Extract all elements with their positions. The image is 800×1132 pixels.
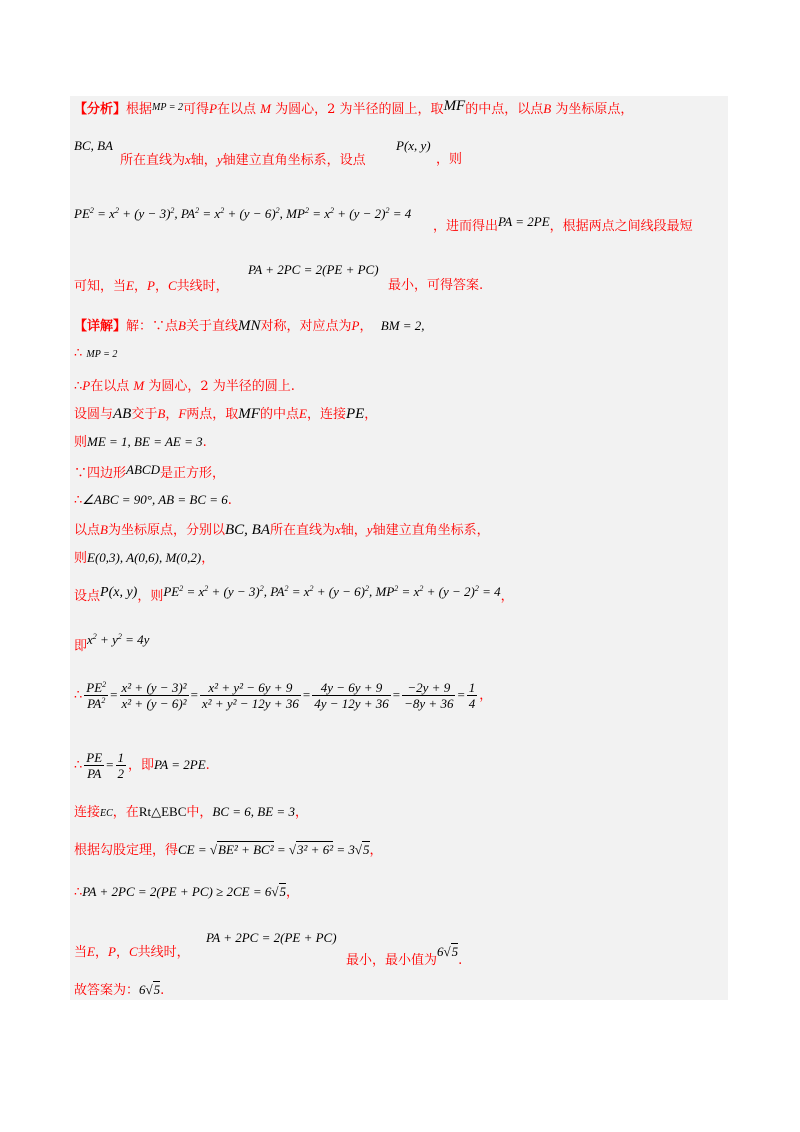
text: 的中点 (259, 407, 299, 422)
math: MP = 2 (152, 102, 184, 113)
text: ∴ (74, 758, 83, 773)
detail-line-12 (74, 680, 492, 711)
detail-line-13 (74, 750, 210, 781)
math: E (298, 406, 307, 421)
fraction: $\frac{4y - 6y + 9}{4y - 12y + 36}$ (314, 680, 389, 711)
text: . (202, 435, 207, 450)
text: . (227, 493, 232, 508)
math: y (216, 152, 223, 167)
math: P (107, 944, 116, 959)
text: ， (154, 279, 168, 294)
text: 为坐标原点， (555, 102, 634, 117)
detail-line-18 (74, 982, 164, 999)
text: 为圆心，2 为半径的圆上. (148, 379, 295, 394)
math: PE (345, 406, 365, 422)
math: y (366, 522, 373, 537)
text: 解：∵点 (126, 319, 179, 334)
text: 为圆心，2 为半径的圆上，取 (275, 102, 444, 117)
text: ∴ (74, 885, 83, 900)
detail-line-15 (74, 842, 383, 859)
math: P (209, 101, 218, 116)
math: B (100, 522, 108, 537)
math: ME = 1, BE = AE = 3 (87, 434, 203, 449)
text: ， (201, 551, 215, 566)
text: ， (115, 945, 129, 960)
text: 以点 (74, 523, 101, 538)
analysis-tag: 【分析】 (74, 102, 127, 117)
detail-line-7 (74, 492, 232, 509)
text: ∴ (74, 688, 83, 703)
final-answer: 6√5 (139, 982, 161, 997)
math: BM = 2, (380, 318, 425, 333)
analysis-line-4 (74, 278, 229, 295)
text: ∴ (74, 379, 83, 394)
eq: = (110, 687, 118, 702)
text: 最小，可得答案. (388, 278, 484, 293)
math: PA = 2PE (498, 214, 550, 229)
math: PA + 2PC = 2(PE + PC) (206, 930, 337, 945)
text: 轴， (190, 153, 217, 168)
math: B (543, 101, 552, 116)
detail-line-5 (74, 434, 207, 451)
text: ， (364, 407, 378, 422)
text: 设圆与 (74, 407, 114, 422)
text: ，即 (128, 758, 155, 773)
math: MP = 2 (86, 349, 118, 360)
text: 则 (74, 435, 88, 450)
math: x (185, 152, 191, 167)
detail-line-16 (74, 884, 299, 901)
detail-line-17c (346, 944, 462, 969)
eq: = (457, 687, 465, 702)
detail-line-17-eq (206, 930, 337, 947)
math: B (178, 318, 186, 333)
detail-line-3 (74, 378, 295, 395)
text: ， (286, 885, 300, 900)
math: P (82, 378, 91, 393)
text: ，根据两点之间线段最短 (549, 219, 693, 234)
text: 在以点 (217, 102, 257, 117)
math: P(x, y) (396, 138, 431, 153)
math: P (146, 278, 155, 293)
text: 即 (74, 639, 88, 654)
fraction: $\frac{PE^2}{PA^2}$ (86, 680, 107, 711)
math: E(0,3), A(0,6), M(0,2) (87, 550, 202, 565)
text: 关于直线 (185, 319, 238, 334)
detail-line-10 (74, 584, 514, 605)
detail-tag: 【详解】 (74, 319, 127, 334)
math: AB (113, 406, 132, 422)
text: 的中点，以点 (465, 102, 544, 117)
math: BC, BA (224, 522, 270, 538)
text: ，则 (137, 589, 164, 604)
text: ∴ (74, 346, 83, 361)
math: ∠ABC = 90°, AB = BC = 6 (82, 492, 228, 507)
math: ABCD (126, 462, 160, 477)
text: 连接 (74, 805, 101, 820)
math: $x^2 + y^2 = 4y$ (87, 632, 150, 647)
text: 两点，取 (186, 407, 239, 422)
text: ， (294, 805, 308, 820)
text: ，在 (112, 805, 139, 820)
text: ， (500, 589, 514, 604)
fraction: $\frac{-2y + 9}{-8y + 36}$ (404, 680, 454, 711)
math: C (128, 944, 138, 959)
text: 为坐标原点，分别以 (107, 523, 225, 538)
math: PA = 2PE (154, 757, 206, 772)
text: 所在直线为 (269, 523, 335, 538)
text: 轴建立直角坐标系， (372, 523, 490, 538)
analysis-line-4-eq (248, 262, 379, 279)
math: E (87, 944, 95, 959)
math: PA + 2PC = 2(PE + PC) ≥ 2CE = 6√5 (82, 884, 286, 899)
math: B (157, 406, 166, 421)
fraction: $\frac{1}{4}$ (468, 680, 476, 711)
fraction: $\frac{PE}{PA}$ (86, 750, 103, 781)
text: . (205, 758, 210, 773)
detail-line-11 (74, 632, 149, 655)
detail-line-6 (74, 462, 225, 482)
analysis-line-2 (74, 138, 113, 159)
math: x (335, 522, 341, 537)
eq: = (190, 687, 198, 702)
analysis-line-1 (74, 98, 633, 118)
text: ， (359, 319, 373, 334)
detail-equations: $PE^2 = x^2 + (y - 3)^2$, $PA^2 = x^2 + (y - 6)^2$, $MP^2 = x^2 + (y - 2)^2 = 4$ (163, 584, 501, 599)
text: ∴ (74, 493, 83, 508)
math: MF (238, 406, 260, 422)
math: MF (443, 98, 466, 114)
detail-line-4 (74, 406, 377, 423)
detail-line-14 (74, 804, 308, 822)
eq: = (302, 687, 311, 702)
math: C (167, 278, 177, 293)
math: 6√5 (437, 944, 459, 959)
text: 共线时， (176, 279, 229, 294)
fraction: $\frac{\text{x² + (y − 3)²}}{\text{x² + (y − 6)²}}$ (121, 680, 187, 711)
text: 交于 (131, 407, 158, 422)
text: . (458, 953, 463, 968)
eq: = (106, 757, 114, 772)
text: 中， (186, 805, 213, 820)
analysis-line-4c (388, 278, 483, 294)
text: 所在直线为 (120, 153, 186, 168)
text: 共线时， (137, 945, 190, 960)
math: PA + 2PC = 2(PE + PC) (248, 262, 379, 277)
text: 在以点 (90, 379, 130, 394)
detail-line-2 (74, 346, 117, 363)
math: MN (238, 318, 261, 334)
math: BC = 6, BE = 3 (212, 804, 295, 819)
text: 轴， (340, 523, 367, 538)
text: 轴建立直角坐标系，设点 (222, 153, 366, 168)
text: 根据 (126, 102, 153, 117)
text: ，则 (436, 152, 463, 167)
analysis-line-2b (120, 152, 366, 169)
text: ∵四边形 (74, 466, 127, 481)
fraction: $\frac{\text{x² + y² − 6y + 9}}{\text{x² + y² − 12y + 36}}$ (201, 680, 299, 711)
analysis-equations: $PE^2 = x^2 + (y - 3)^2$, $PA^2 = x^2 + (y - 6)^2$, $MP^2 = x^2 + (y - 2)^2 = 4$ (74, 206, 412, 221)
analysis-line-3b (433, 214, 693, 235)
text: 当 (74, 945, 88, 960)
text: ，进而得出 (433, 219, 499, 234)
text: ， (165, 407, 179, 422)
math: F (178, 406, 187, 421)
text: 故答案为： (74, 983, 140, 998)
detail-line-8 (74, 522, 490, 539)
math: CE = √BE² + BC² = √3² + 6² = 3√5 (178, 842, 370, 857)
detail-line-17 (74, 944, 190, 961)
text: ， (133, 279, 147, 294)
eq: = (392, 687, 401, 702)
text: ， (479, 688, 493, 703)
math: P(x, y) (100, 585, 138, 600)
text: . (160, 983, 165, 998)
text: 可得 (183, 102, 210, 117)
text: ， (369, 843, 383, 858)
detail-line-1 (74, 318, 425, 335)
text: ， (94, 945, 108, 960)
text: 可知，当 (74, 279, 127, 294)
analysis-line-3 (74, 206, 411, 223)
math: E (126, 278, 134, 293)
text: ，连接 (306, 407, 346, 422)
text: 根据勾股定理，得 (74, 843, 179, 858)
math: EC (100, 808, 113, 819)
math: M (260, 101, 272, 116)
analysis-pxy (396, 138, 431, 155)
text: 对称，对应点为 (260, 319, 352, 334)
text: 最小，最小值为 (346, 953, 438, 968)
detail-line-9 (74, 550, 214, 567)
math: Rt△EBC (138, 804, 187, 819)
math: BC, BA (74, 138, 113, 153)
analysis-then (436, 152, 462, 168)
fraction: $\frac{1}{2}$ (117, 750, 125, 781)
math: M (133, 378, 145, 393)
math: P (351, 318, 360, 333)
text: 是正方形， (159, 466, 225, 481)
text: 则 (74, 551, 88, 566)
text: 设点 (74, 589, 101, 604)
